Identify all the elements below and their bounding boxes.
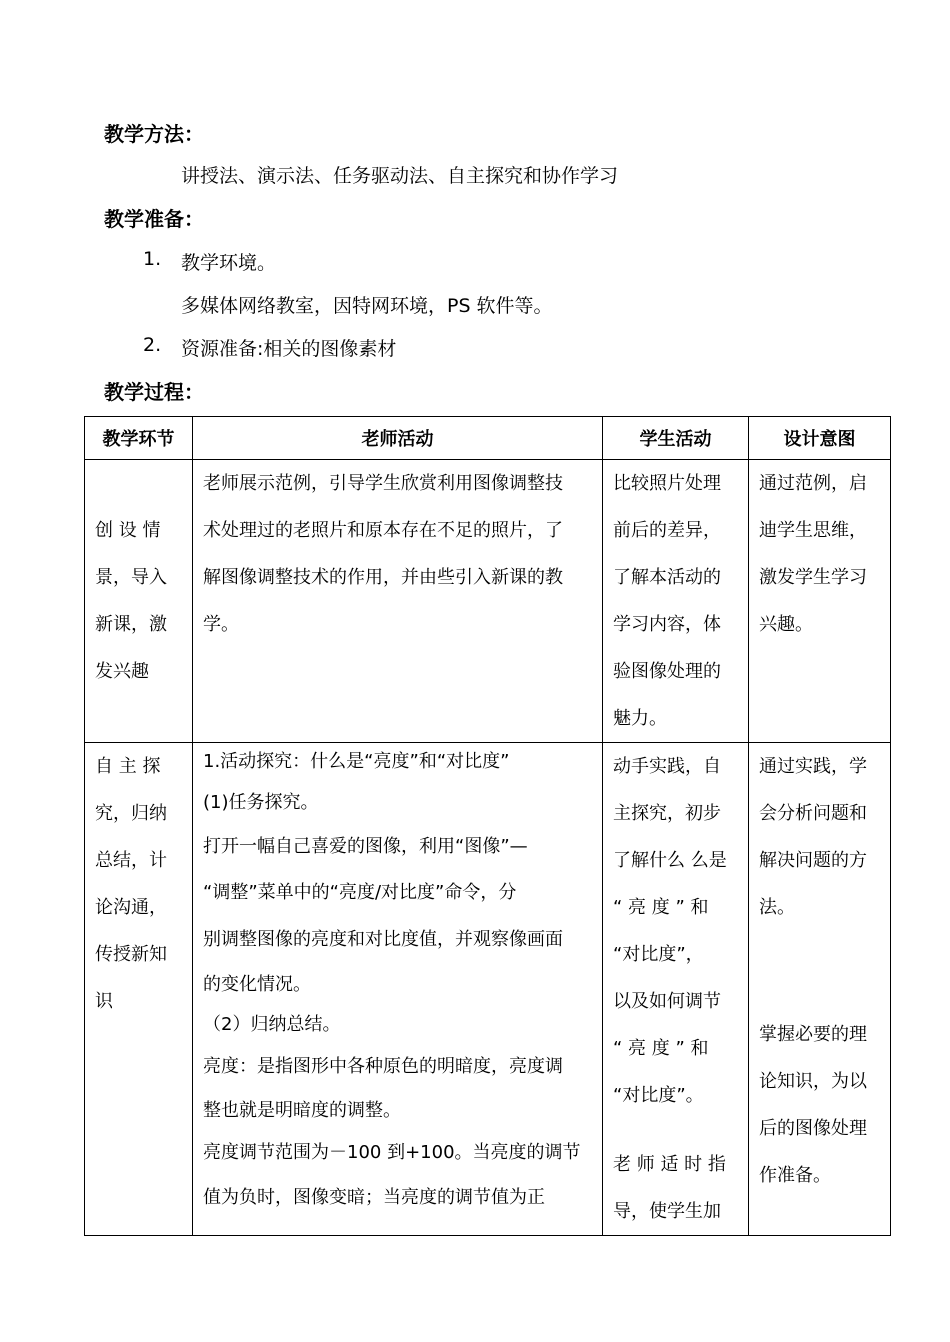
- stage-line: 论沟通，: [95, 897, 167, 918]
- prep-item1-number: 1.: [143, 248, 162, 270]
- header-stage: 教学环节: [85, 417, 193, 460]
- student-line: “对比度”。: [613, 1085, 704, 1106]
- prep-item1-detail: 多媒体网络教室，因特网环境，PS 软件等。: [181, 295, 553, 317]
- prep-item2-number: 2.: [143, 334, 162, 356]
- student-line: [613, 1119, 738, 1141]
- teacher-line: 解图像调整技术的作用，并由些引入新课的教: [203, 567, 563, 588]
- table-row: [85, 460, 891, 743]
- table-row: [85, 743, 891, 1236]
- stage-line: [95, 460, 182, 507]
- student-line: 主探究，初步: [613, 803, 721, 824]
- teacher-line: 值为负时，图像变暗；当亮度的调节值为正: [203, 1187, 545, 1208]
- teacher-line: 老师展示范例，引导学生欣赏利用图像调整技: [203, 473, 563, 494]
- teacher-line: 整也就是明暗度的调整。: [203, 1100, 401, 1121]
- student-line: 比较照片处理: [613, 473, 721, 494]
- intent-line: 后的图像处理: [759, 1118, 867, 1139]
- student-line: 动手实践，自: [613, 756, 721, 777]
- student-line: “对比度”，: [613, 944, 704, 965]
- intent-line: 兴趣。: [759, 614, 813, 635]
- stage-line: 创 设 情: [95, 520, 161, 541]
- intent-line: 法。: [759, 897, 795, 918]
- student-line: 了解什么 么是: [613, 850, 727, 871]
- prep-item1-title: 教学环境。: [181, 252, 277, 274]
- teacher-line: 亮度调节范围为－100 到+100。当亮度的调节: [203, 1142, 581, 1163]
- stage-cell: [85, 460, 193, 743]
- student-line: 学习内容，体: [613, 614, 721, 635]
- student-activity-cell: [603, 460, 749, 743]
- student-activity-cell: [603, 743, 749, 1236]
- teacher-line: 的变化情况。: [203, 974, 311, 995]
- method-content: 讲授法、演示法、任务驱动法、自主探究和协作学习: [181, 165, 619, 187]
- student-line: 导，使学生加: [613, 1201, 721, 1222]
- intent-line: 解决问题的方: [759, 850, 867, 871]
- prep-heading: 教学准备：: [104, 207, 204, 231]
- intent-line: 论知识，为以: [759, 1071, 867, 1092]
- student-line: 验图像处理的: [613, 661, 721, 682]
- student-line: 了解本活动的: [613, 567, 721, 588]
- intent-line: [759, 971, 880, 1011]
- teacher-line: 亮度：是指图形中各种原色的明暗度，亮度调: [203, 1056, 563, 1077]
- teacher-line: (1)任务探究。: [203, 792, 319, 813]
- stage-line: 识: [95, 991, 113, 1012]
- student-line: 前后的差异，: [613, 520, 721, 541]
- intent-line: 迪学生思维，: [759, 520, 867, 541]
- teaching-process-table: [84, 416, 891, 1236]
- stage-line: 总结，计: [95, 850, 167, 871]
- stage-line: 新课，激: [95, 614, 167, 635]
- header-design-intent: 设计意图: [749, 417, 891, 460]
- student-line: “ 亮 度 ” 和: [613, 897, 709, 918]
- teacher-line: “调整”菜单中的“亮度/对比度”命令，分: [203, 882, 517, 903]
- method-heading: 教学方法：: [104, 122, 204, 146]
- header-teacher-activity: 老师活动: [193, 417, 603, 460]
- student-line: 老 师 适 时 指: [613, 1154, 726, 1175]
- stage-cell: [85, 743, 193, 1236]
- intent-line: [759, 931, 880, 971]
- process-heading: 教学过程：: [104, 380, 204, 404]
- prep-item2-title: 资源准备:相关的图像素材: [181, 338, 397, 360]
- teacher-line: 别调整图像的亮度和对比度值，并观察像画面: [203, 929, 563, 950]
- stage-line: 发兴趣: [95, 661, 149, 682]
- intent-line: 会分析问题和: [759, 803, 867, 824]
- student-line: “ 亮 度 ” 和: [613, 1038, 709, 1059]
- intent-line: 激发学生学习: [759, 567, 867, 588]
- teacher-activity-cell: [193, 743, 603, 1236]
- stage-line: 究，归纳: [95, 803, 167, 824]
- design-intent-cell: [749, 743, 891, 1236]
- teacher-line: 术处理过的老照片和原本存在不足的照片，了: [203, 520, 563, 541]
- stage-line: 自 主 探: [95, 756, 161, 777]
- intent-line: 掌握必要的理: [759, 1024, 867, 1045]
- design-intent-cell: [749, 460, 891, 743]
- header-student-activity: 学生活动: [603, 417, 749, 460]
- stage-line: 传授新知: [95, 944, 167, 965]
- stage-line: 景，导入: [95, 567, 167, 588]
- table-header-row: [85, 417, 891, 460]
- teacher-line: 学。: [203, 614, 239, 635]
- teacher-line: （2）归纳总结。: [203, 1014, 341, 1035]
- intent-line: 通过实践，学: [759, 756, 867, 777]
- intent-line: 通过范例，启: [759, 473, 867, 494]
- student-line: 以及如何调节: [613, 991, 721, 1012]
- teacher-line: 打开一幅自己喜爱的图像，利用“图像”—: [203, 836, 528, 857]
- student-line: 魅力。: [613, 708, 667, 729]
- teacher-line: 1.活动探究：什么是“亮度”和“对比度”: [203, 751, 510, 772]
- intent-line: 作准备。: [759, 1165, 831, 1186]
- teacher-activity-cell: [193, 460, 603, 743]
